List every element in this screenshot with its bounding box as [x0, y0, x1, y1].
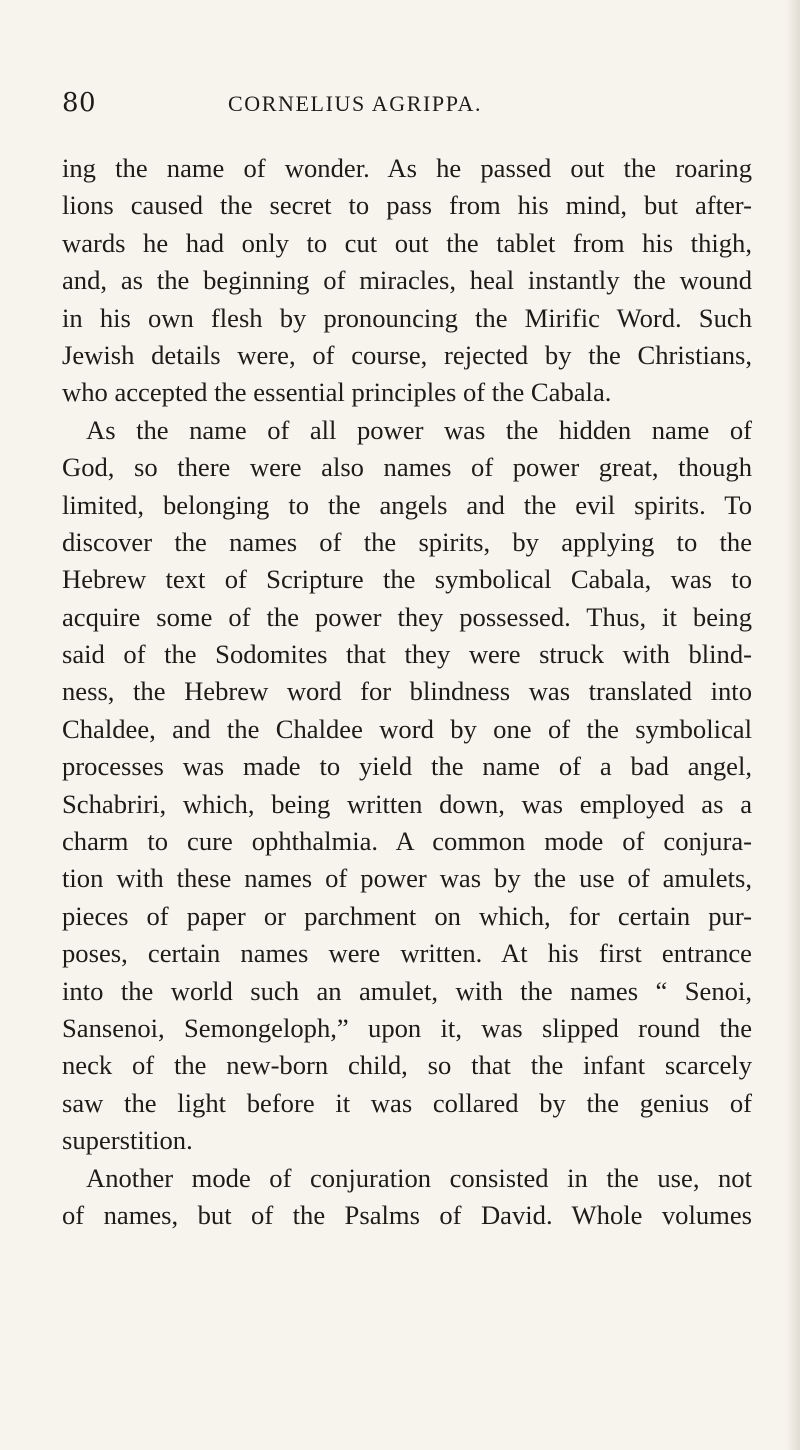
text-line: said of the Sodomites that they were struck with blind- — [62, 639, 752, 670]
text-line: of names, but of the Psalms of David. Whole volumes — [62, 1199, 752, 1230]
text-line: in his own flesh by pronouncing the Mirific Word. Such — [62, 302, 752, 333]
text-line: limited, belonging to the angels and the evil spirits. To — [62, 489, 752, 520]
text-line: pieces of paper or parchment on which, for certain pur- — [62, 900, 752, 931]
text-line: lions caused the secret to pass from his mind, but after- — [62, 190, 752, 221]
running-head — [0, 88, 800, 128]
page-edge-shadow — [786, 0, 800, 1450]
text-line: tion with these names of power was by the use of amulets, — [62, 863, 752, 894]
text-line: acquire some of the power they possessed. Thus, it being — [62, 601, 752, 632]
text-line: Another mode of conjuration consisted in the use, not — [86, 1162, 752, 1193]
text-line: superstition. — [62, 1125, 193, 1156]
text-line: who accepted the essential principles of the Cabala. — [62, 377, 612, 408]
text-line: Schabriri, which, being written down, was employed as a — [62, 788, 752, 819]
text-line: Sansenoi, Semongeloph,” upon it, was slipped round the — [62, 1012, 752, 1043]
page-number: 80 — [62, 88, 97, 118]
text-line: charm to cure ophthalmia. A common mode of conjura- — [62, 826, 752, 857]
text-line: neck of the new-born child, so that the infant scarcely — [62, 1050, 752, 1081]
body-text — [62, 150, 752, 1234]
text-line: ness, the Hebrew word for blindness was translated into — [62, 676, 752, 707]
text-line: God, so there were also names of power great, though — [62, 452, 752, 483]
text-line: poses, certain names were written. At his first entrance — [62, 938, 752, 969]
text-line: Chaldee, and the Chaldee word by one of the symbolical — [62, 713, 752, 744]
text-line: As the name of all power was the hidden name of — [86, 414, 752, 445]
text-line: discover the names of the spirits, by applying to the — [62, 526, 752, 557]
running-title: CORNELIUS AGRIPPA. — [228, 91, 483, 116]
text-line: saw the light before it was collared by the genius of — [62, 1087, 752, 1118]
text-line: Hebrew text of Scripture the symbolical Cabala, was to — [62, 564, 752, 595]
text-line: wards he had only to cut out the tablet from his thigh, — [62, 227, 752, 258]
text-line: into the world such an amulet, with the names “ Senoi, — [62, 975, 752, 1006]
text-line: Jewish details were, of course, rejected by the Christians, — [62, 339, 752, 370]
text-line: processes was made to yield the name of a bad angel, — [62, 751, 752, 782]
text-line: ing the name of wonder. As he passed out the roaring — [62, 153, 752, 183]
text-line: and, as the beginning of miracles, heal instantly the wound — [62, 265, 752, 296]
